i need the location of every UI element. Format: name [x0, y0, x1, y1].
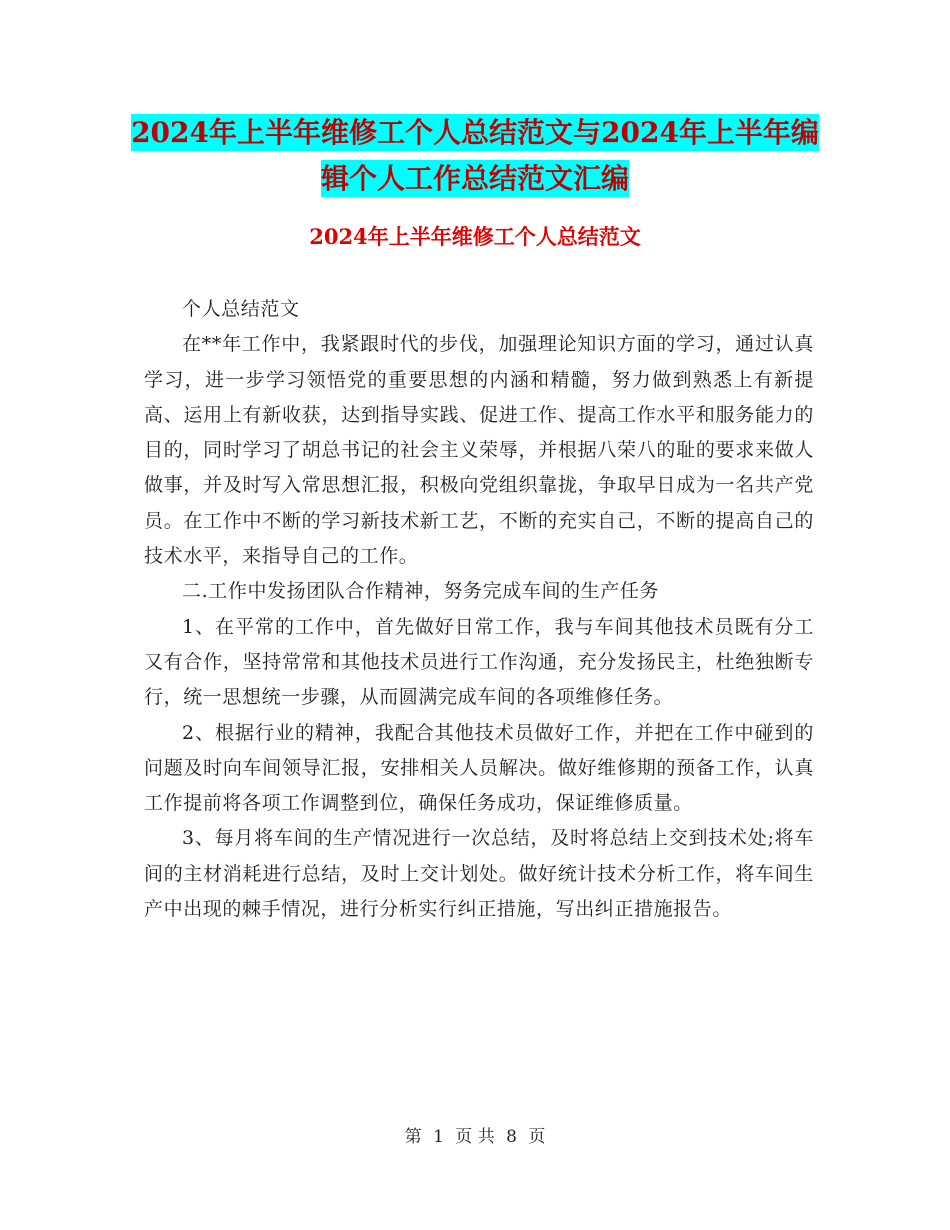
- footer-page-number: 1: [433, 1127, 444, 1147]
- footer-suffix: 页: [528, 1127, 546, 1147]
- paragraph: 在**年工作中，我紧跟时代的步伐，加强理论知识方面的学习，通过认真学习，进一步学习领悟党的重要思想的内涵和精髓，努力做到熟悉上有新提高、运用上有新收获，达到指导实践、促进工作、提高工作水平和服务能力的目的，同时学习了胡总书记的社会主义荣辱，并根据八荣八的耻的要求来做人做事，并及时写入常思想汇报，积极向党组织靠拢，争取早日成为一名共产党员。在工作中不断的学习新技术新工艺，不断的充实自己，不断的提高自己的技术水平，来指导自己的工作。: [144, 333, 814, 568]
- document-title-line-2: 辑个人工作总结范文汇编: [320, 162, 629, 195]
- paragraph: 2、根据行业的精神，我配合其他技术员做好工作，并把在工作中碰到的问题及时向车间领导汇报，安排相关人员解决。做好维修期的预备工作，认真工作提前将各项工作调整到位，确保任务成功，保证维修质量。: [144, 721, 814, 815]
- footer-middle: 页 共: [455, 1127, 495, 1147]
- footer-total-pages: 8: [506, 1127, 517, 1147]
- document-title-line-1: 2024年上半年维修工个人总结范文与2024年上半年编: [131, 116, 819, 149]
- footer-prefix: 第: [404, 1127, 422, 1147]
- section-title: 2024年上半年维修工个人总结范文: [309, 224, 641, 249]
- document-title: [0, 110, 950, 202]
- document-body: [144, 292, 814, 927]
- paragraph: 个人总结范文: [182, 298, 300, 320]
- paragraph: 1、在平常的工作中，首先做好日常工作，我与车间其他技术员既有分工又有合作，坚持常常和其他技术员进行工作沟通，充分发扬民主，杜绝独断专行，统一思想统一步骤，从而圆满完成车间的各项维修任务。: [144, 615, 814, 709]
- paragraph: 二.工作中发扬团队合作精神，努务完成车间的生产任务: [182, 580, 660, 603]
- page-footer: [0, 1122, 950, 1147]
- paragraph: 3、每月将车间的生产情况进行一次总结，及时将总结上交到技术处;将车间的主材消耗进行总结，及时上交计划处。做好统计技术分析工作，将车间生产中出现的棘手情况，进行分析实行纠正措施，写出纠正措施报告。: [144, 827, 814, 921]
